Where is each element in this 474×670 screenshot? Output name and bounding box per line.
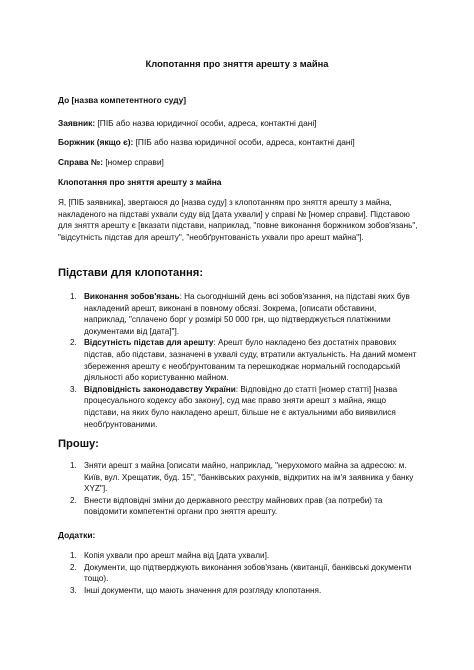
list-item	[58, 585, 420, 597]
list-number: 3.	[70, 585, 77, 595]
debtor-field	[58, 137, 355, 147]
debtor-value: [ПІБ або назва юридичної особи, адреса, контактні дані]	[133, 137, 355, 147]
petition-subheading: Клопотання про зняття арешту з майна	[58, 177, 222, 187]
list-number: 3.	[70, 384, 77, 394]
list-item-text: Зняти арешт з майна [описати майно, наприклад, "нерухомого майна за адресою: м. Київ, вул. Хрещатик, буд. 15", "банківських рахунків, відкритих на ім'я заявника у банку XYZ"].	[84, 461, 414, 494]
list-number: 1.	[70, 292, 77, 301]
list-item-text: Копія ухвали про арешт майна від [дата ухвали].	[84, 551, 270, 560]
list-number: 1.	[70, 461, 77, 470]
list-number: 2.	[70, 562, 77, 572]
list-item-text: Інші документи, що мають значення для розгляду клопотання.	[84, 585, 322, 595]
case-field	[58, 157, 164, 167]
grounds-list	[58, 291, 420, 430]
list-item-title: Виконання зобов'язань	[84, 292, 180, 301]
case-value: [номер справи]	[103, 157, 164, 167]
applicant-label: Заявник:	[58, 118, 96, 128]
request-heading: Прошу:	[58, 438, 99, 450]
list-item	[58, 495, 420, 518]
list-item-title: Відповідність законодавству України	[84, 384, 236, 394]
list-item	[58, 384, 420, 430]
debtor-label: Боржник (якщо є):	[58, 137, 134, 147]
list-item-text: Внести відповідні зміни до державного реєстру майнових прав (за потреби) та повідомити компетентні органи про зняття арешту.	[84, 495, 383, 517]
intro-paragraph: Я, [ПІБ заявника], звертаюся до [назва суду] з клопотанням про зняття арешту з майна, накладеного на підставі ухвали суду від [дата ухвали] у справі № [номер справи]. Підставою для зняття арешту є [вказати підстави, наприклад, "повне виконання боржником зобов'язань", "відсутність підстав для арешту", "необґрунтованість ухвали про арешт майна"].	[58, 198, 418, 242]
request-list	[58, 460, 420, 518]
attachments-heading: Додатки:	[58, 530, 96, 540]
list-item	[58, 550, 420, 562]
case-label: Справа №:	[58, 157, 104, 167]
list-number: 1.	[70, 551, 77, 560]
list-item	[58, 337, 420, 383]
grounds-heading: Підстави для клопотання:	[58, 267, 204, 279]
court-addressee	[58, 95, 186, 105]
applicant-value: [ПІБ або назва юридичної особи, адреса, контактні дані]	[95, 118, 317, 128]
list-item-text: Документи, що підтверджують виконання зобов'язань (квитанції, банківські документи тощо).	[84, 562, 412, 584]
document-title: Клопотання про зняття арешту з майна	[145, 58, 329, 69]
list-number: 2.	[70, 495, 77, 505]
list-item	[58, 562, 420, 585]
list-item-title: Відсутність підстав для арешту	[84, 338, 214, 348]
applicant-field	[58, 118, 317, 128]
list-item-text: : Відповідно до статті [номер статті] [назва процесуального кодексу або закону], суд має право зняти арешт з майна, якщо підстави, на яких було накладено арешт, більше не є актуальними або виявилися необґрунтованими.	[84, 384, 398, 429]
court-addressee-label: До [назва компетентного суду]	[58, 95, 187, 105]
list-number: 2.	[70, 338, 77, 348]
list-item-text: : На сьогоднішній день всі зобов'язання, на підставі яких був накладений арешт, виконані в повному обсязі. Зокрема, [описати обставини, наприклад, "сплачено борг у розмірі 50 000 грн, що підтверджується платіжними документами від [дата]"].	[84, 292, 410, 336]
list-item	[58, 460, 420, 495]
list-item	[58, 291, 420, 337]
list-item-text: : Арешт було накладено без достатніх правових підстав, або підстави, зазначені в ухвалі суду, втратили актуальність. На даний момент збереження арешту є необґрунтованим та перешкоджає нормальній господарській діяльності або користуванню майном.	[84, 338, 417, 383]
attachments-list	[58, 550, 420, 596]
